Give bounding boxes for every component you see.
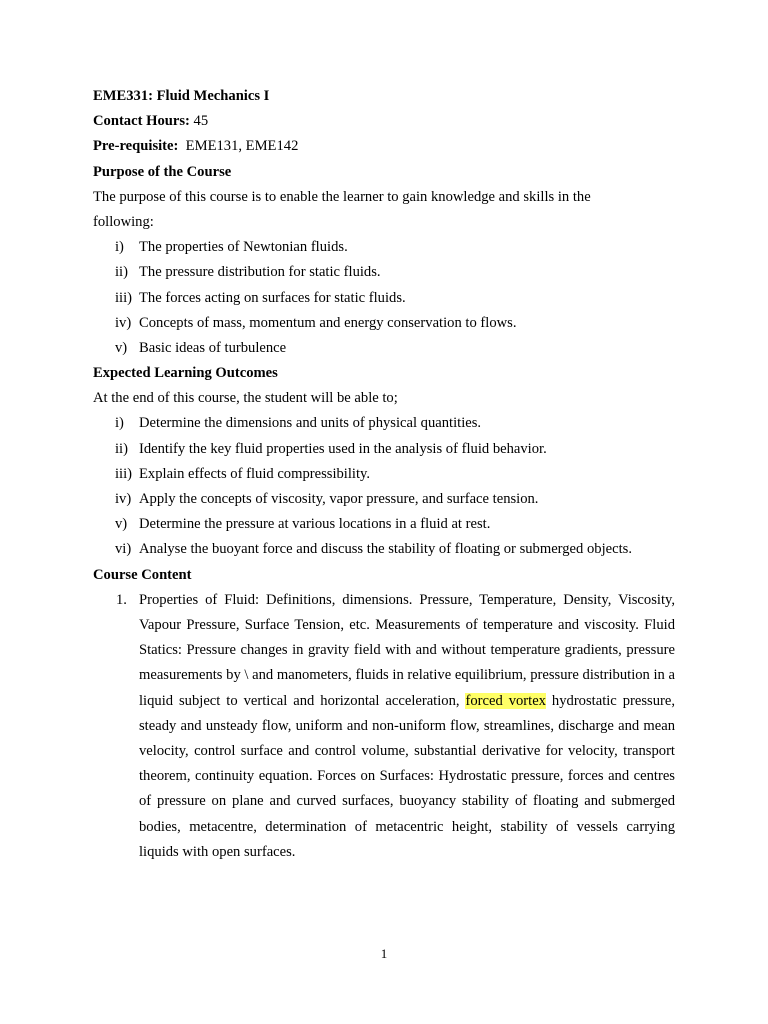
list-item-number: iv) bbox=[115, 491, 132, 507]
list-item bbox=[93, 537, 675, 562]
list-item-number: iii) bbox=[115, 289, 133, 306]
list-item-number: vi) bbox=[115, 541, 132, 558]
purpose-heading: Purpose of the Course bbox=[93, 163, 232, 180]
content-text-before: Properties of Fluid: Definitions, dimensions. Pressure, Temperature, Density, Viscosity, Vapour Pressure, Surface Tension, etc. Measurements of temperature and viscosity. Fluid Statics: Pressure changes in gravity field with and without temperature gradients, pressure measurements by \ and manometers, fluids in relative equilibrium, pressure distribution in a liquid subject to vertical and horizontal acceleration, bbox=[139, 591, 675, 709]
purpose-list bbox=[93, 235, 675, 361]
list-item-text: The forces acting on surfaces for static fluids. bbox=[139, 289, 406, 306]
content-text-after: hydrostatic pressure, steady and unsteady flow, uniform and non-uniform flow, streamlines, discharge and mean velocity, control surface and control volume, substantial derivative for velocity, transport theorem, continuity equation. Forces on Surfaces: Hydrostatic pressure, forces and centres of pressure on plane and curved surfaces, buoyancy stability of floating and submerged bodies, metacentre, determination of metacentric height, stability of vessels carrying liquids with open surfaces. bbox=[139, 692, 675, 860]
list-item-text: Basic ideas of turbulence bbox=[139, 339, 287, 356]
list-item-text: Identify the key fluid properties used in the analysis of fluid behavior. bbox=[139, 440, 547, 457]
list-item bbox=[93, 512, 675, 537]
list-item bbox=[93, 487, 675, 512]
outcomes-list bbox=[93, 411, 675, 562]
purpose-intro-line2: following: bbox=[93, 213, 154, 230]
page-number: 1 bbox=[380, 946, 388, 961]
list-item bbox=[93, 411, 675, 436]
list-item bbox=[93, 437, 675, 462]
list-item-text: Apply the concepts of viscosity, vapor pressure, and surface tension. bbox=[139, 491, 539, 507]
list-item-text: Concepts of mass, momentum and energy conservation to flows. bbox=[139, 314, 517, 331]
list-item-number: i) bbox=[115, 239, 124, 256]
list-item bbox=[93, 462, 675, 487]
course-title-line bbox=[93, 84, 675, 109]
prerequisite-label: Pre-requisite: bbox=[93, 138, 179, 155]
content-item-number: 1. bbox=[116, 591, 127, 608]
prerequisite-value: EME131, EME142 bbox=[185, 138, 299, 155]
list-item-number: v) bbox=[115, 516, 128, 533]
list-item-number: i) bbox=[115, 415, 124, 432]
list-item-text: Determine the pressure at various locations in a fluid at rest. bbox=[139, 516, 491, 533]
list-item-text: Determine the dimensions and units of physical quantities. bbox=[139, 415, 482, 432]
list-item-number: iv) bbox=[115, 314, 132, 331]
list-item-number: ii) bbox=[115, 440, 128, 457]
contact-hours-line bbox=[93, 109, 675, 134]
list-item-number: v) bbox=[115, 339, 128, 356]
list-item bbox=[93, 311, 675, 336]
outcomes-intro: At the end of this course, the student will be able to; bbox=[93, 390, 398, 407]
list-item-text: Explain effects of fluid compressibility. bbox=[139, 465, 371, 482]
course-content-item bbox=[93, 588, 675, 865]
list-item-text: The pressure distribution for static fluids. bbox=[139, 264, 381, 281]
contact-hours-value: 45 bbox=[193, 113, 209, 130]
document-page bbox=[93, 84, 675, 865]
outcomes-heading: Expected Learning Outcomes bbox=[93, 365, 278, 382]
content-item-paragraph bbox=[139, 588, 675, 865]
list-item bbox=[93, 286, 675, 311]
list-item bbox=[93, 336, 675, 361]
course-code-title: EME331: Fluid Mechanics I bbox=[93, 88, 270, 104]
list-item-number: ii) bbox=[115, 264, 128, 281]
prerequisite-line bbox=[93, 134, 675, 159]
list-item-text: The properties of Newtonian fluids. bbox=[139, 239, 348, 256]
purpose-intro-line1: The purpose of this course is to enable the learner to gain knowledge and skills in the bbox=[93, 188, 591, 205]
course-content-heading: Course Content bbox=[93, 566, 192, 583]
highlighted-text: forced vortex bbox=[465, 692, 546, 709]
list-item bbox=[93, 235, 675, 260]
list-item-number: iii) bbox=[115, 465, 133, 482]
list-item bbox=[93, 260, 675, 285]
contact-hours-label: Contact Hours: bbox=[93, 113, 190, 130]
list-item-text: Analyse the buoyant force and discuss the stability of floating or submerged objects. bbox=[139, 541, 632, 558]
